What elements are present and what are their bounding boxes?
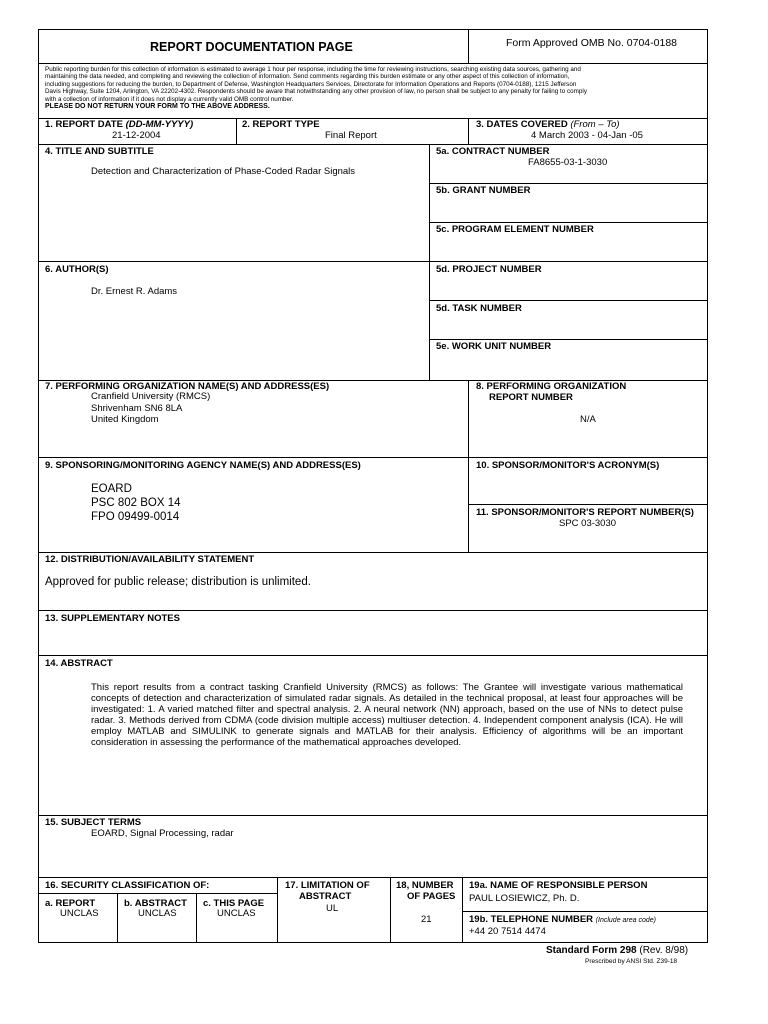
sponsor-report-number-label: 11. SPONSOR/MONITOR'S REPORT NUMBER(S) — [476, 507, 694, 518]
report-type-value: Final Report — [325, 130, 377, 141]
burden-warning: PLEASE DO NOT RETURN YOUR FORM TO THE ABOVE ADDRESS. — [45, 103, 270, 111]
number-pages-label-1: 18, NUMBER — [396, 880, 454, 891]
page-class-value: UNCLAS — [217, 908, 256, 919]
report-date-value: 21-12-2004 — [112, 130, 161, 141]
divider — [38, 144, 708, 145]
distribution-value: Approved for public release; distribution is unlimited. — [45, 576, 311, 588]
work-unit-label: 5e. WORK UNIT NUMBER — [436, 341, 552, 352]
grant-number-label: 5b. GRANT NUMBER — [436, 185, 531, 196]
divider — [468, 504, 708, 505]
divider — [390, 877, 391, 943]
project-number-label: 5d. PROJECT NUMBER — [436, 264, 542, 275]
telephone-value: +44 20 7514 4474 — [469, 926, 546, 937]
distribution-label: 12. DISTRIBUTION/AVAILABILITY STATEMENT — [45, 554, 255, 565]
sponsoring-agency-line: PSC 802 BOX 14 — [91, 497, 181, 509]
telephone-label — [469, 914, 656, 925]
divider — [38, 63, 708, 64]
performing-report-label-2: REPORT NUMBER — [489, 392, 573, 403]
burden-line: including suggestions for reducing the burden, to Department of Defense, Washington Headquarters Services, Directorate for Information Operations and Reports (0704-0188), 1215 Jefferson — [45, 80, 577, 88]
abstract-class-value: UNCLAS — [138, 908, 177, 919]
abstract-text — [91, 683, 683, 748]
limitation-value: UL — [326, 903, 339, 914]
subject-terms-value: EOARD, Signal Processing, radar — [91, 828, 234, 839]
program-element-label: 5c. PROGRAM ELEMENT NUMBER — [436, 224, 594, 235]
number-pages-value: 21 — [421, 914, 432, 925]
burden-statement — [45, 66, 701, 110]
number-pages-label-2: OF PAGES — [407, 891, 456, 902]
divider — [117, 893, 118, 943]
divider — [468, 29, 469, 63]
divider — [429, 222, 708, 223]
security-classification-label: 16. SECURITY CLASSIFICATION OF: — [45, 880, 210, 891]
performing-report-value: N/A — [580, 414, 596, 425]
performing-org-label: 7. PERFORMING ORGANIZATION NAME(S) AND ADDRESS(ES) — [45, 381, 330, 392]
sponsor-acronym-label: 10. SPONSOR/MONITOR'S ACRONYM(S) — [476, 460, 660, 471]
performing-org-line: Cranfield University (RMCS) — [91, 391, 211, 402]
abstract-line: consideration in assessing the performance of the mathematical approaches developed. — [91, 736, 462, 748]
divider — [468, 380, 469, 552]
page-class-label: c. THIS PAGE — [203, 898, 265, 909]
burden-line: Davis Highway, Suite 1204, Arlington, VA 22202-4302. Respondents should be aware that notwithstanding any other provision of law, no person shall be subject to any penalty for failing to comply — [45, 88, 587, 96]
abstract-line: employ MATLAB and SIMULINK to generate signals and MATLAB for their analysis. Efficiency of algorithms will be an important — [91, 725, 683, 737]
report-class-value: UNCLAS — [60, 908, 99, 919]
responsible-person-value: PAUL LOSIEWICZ, Ph. D. — [469, 893, 580, 904]
divider — [38, 893, 277, 894]
divider — [462, 911, 708, 912]
contract-number-value: FA8655-03-1-3030 — [528, 157, 608, 168]
sponsoring-agency-line: FPO 09499-0014 — [91, 511, 180, 523]
divider — [429, 339, 708, 340]
limitation-label-2: ABSTRACT — [299, 891, 352, 902]
report-date-hint: (DD-MM-YYYY) — [125, 119, 194, 130]
contract-number-label: 5a. CONTRACT NUMBER — [436, 146, 550, 157]
title-value: Detection and Characterization of Phase-Coded Radar Signals — [91, 166, 356, 177]
performing-org-line: Shrivenham SN6 8LA — [91, 403, 183, 414]
abstract-line: This report results from a contract tasking Cranfield University (RMCS) as follows: The Grantee will investigate various mathematical — [91, 682, 683, 693]
divider — [38, 261, 708, 262]
omb-number: Form Approved OMB No. 0704-0188 — [506, 37, 678, 49]
responsible-person-label: 19a. NAME OF RESPONSIBLE PERSON — [469, 880, 648, 891]
abstract-line: investigated: 1. A varied matched filter and spectral analysis. 2. A neural network (NN) approach, based on the use of NNs to detect pulse — [91, 703, 683, 715]
divider — [236, 118, 237, 144]
divider — [38, 655, 708, 656]
burden-line: with a collection of information if it does not display a currently valid OMB control number. — [45, 95, 294, 103]
dates-covered-label — [476, 119, 620, 130]
abstract-line: radar. 3. Methods derived from CDMA (code division multiple access) multiuser detection. 4. Independent component analysis (ICA). He will — [91, 714, 683, 726]
report-date-label-text: 1. REPORT DATE — [45, 119, 123, 130]
divider — [277, 877, 278, 943]
divider — [429, 144, 430, 380]
form-revision: (Rev. 8/98) — [639, 945, 689, 956]
burden-line: Public reporting burden for this collection of information is estimated to average 1 hour per response, including the time for reviewing instructions, searching existing data sources, gathering and — [45, 66, 581, 73]
divider — [468, 118, 469, 144]
form-title: REPORT DOCUMENTATION PAGE — [150, 40, 353, 54]
performing-org-line: United Kingdom — [91, 414, 159, 425]
divider — [38, 457, 708, 458]
burden-line: maintaining the data needed, and completing and reviewing the collection of information. Send comments regarding this burden estimate or any other aspect of this collection of information, — [45, 73, 570, 81]
authors-label: 6. AUTHOR(S) — [45, 264, 109, 275]
divider — [38, 552, 708, 553]
dates-covered-value: 4 March 2003 - 04-Jan -05 — [531, 130, 643, 141]
title-label: 4. TITLE AND SUBTITLE — [45, 146, 154, 157]
report-class-label: a. REPORT — [45, 898, 96, 909]
authors-value: Dr. Ernest R. Adams — [91, 286, 178, 297]
limitation-label-1: 17. LIMITATION OF — [285, 880, 370, 891]
divider — [429, 300, 708, 301]
divider — [462, 877, 463, 943]
task-number-label: 5d. TASK NUMBER — [436, 303, 522, 314]
supplementary-notes-label: 13. SUPPLEMENTARY NOTES — [45, 613, 180, 624]
divider — [196, 893, 197, 943]
abstract-line: concepts of detection and characterization of simulated radar signals. As detailed in the technical proposal, at least four approaches will be — [91, 692, 683, 704]
telephone-label-text: 19b. TELEPHONE NUMBER — [469, 914, 594, 925]
form-name: Standard Form 298 — [546, 945, 637, 956]
sponsoring-agency-label: 9. SPONSORING/MONITORING AGENCY NAME(S) AND ADDRESS(ES) — [45, 460, 361, 471]
telephone-hint: (Include area code) — [595, 917, 657, 924]
prescribed-by: Prescribed by ANSI Std. Z39-18 — [585, 958, 678, 965]
abstract-label: 14. ABSTRACT — [45, 658, 113, 669]
dates-covered-hint: (From – To) — [570, 119, 620, 130]
divider — [429, 183, 708, 184]
divider — [38, 815, 708, 816]
dates-covered-label-text: 3. DATES COVERED — [476, 119, 568, 130]
standard-form-footer — [546, 945, 688, 956]
report-type-label: 2. REPORT TYPE — [242, 119, 320, 130]
performing-report-label-1: 8. PERFORMING ORGANIZATION — [476, 381, 627, 392]
subject-terms-label: 15. SUBJECT TERMS — [45, 817, 142, 828]
report-date-label — [45, 119, 193, 130]
divider — [38, 610, 708, 611]
sponsor-report-number-value: SPC 03-3030 — [559, 518, 617, 529]
abstract-class-label: b. ABSTRACT — [124, 898, 187, 909]
sponsoring-agency-line: EOARD — [91, 483, 132, 495]
